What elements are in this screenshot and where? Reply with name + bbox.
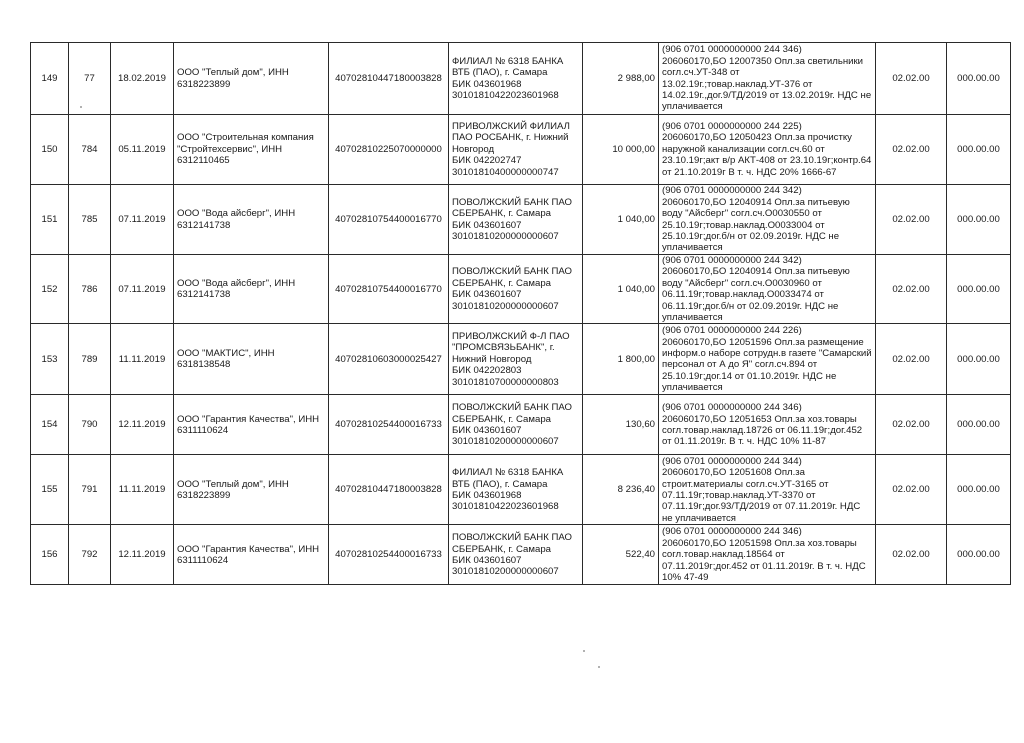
code-cell: 02.02.00	[876, 395, 947, 455]
recipient-account: 40702810754400016770	[329, 185, 449, 255]
code-cell: 02.02.00	[876, 185, 947, 255]
payment-purpose: (906 0701 0000000000 244 346) 206060170,БО 12051653 Опл.за хоз.товары согл.товар.наклад.18726 от 06.11.19г;дог.452 от 01.11.2019г. В т. ч. НДС 10% 11-87	[659, 395, 876, 455]
recipient-bank: ПРИВОЛЖСКИЙ Ф-Л ПАО "ПРОМСВЯЗЬБАНК", г. Нижний Новгород БИК 042202803 30101810700000000803	[449, 324, 583, 395]
document-number: 789	[69, 324, 111, 395]
table-row	[31, 455, 1011, 525]
payment-purpose: (906 0701 0000000000 244 346) 206060170,БО 12051598 Опл.за хоз.товары согл.товар.наклад.18564 от 07.11.2019г;дог.452 от 01.11.2019г. В т. ч. НДС 10% 47-49	[659, 525, 876, 585]
table-row	[31, 43, 1011, 115]
recipient-bank: ПОВОЛЖСКИЙ БАНК ПАО СБЕРБАНК, г. Самара БИК 043601607 30101810200000000607	[449, 185, 583, 255]
row-number: 156	[31, 525, 69, 585]
code-cell: 02.02.00	[876, 43, 947, 115]
payment-date: 11.11.2019	[111, 324, 174, 395]
recipient-account: 40702810225070000000	[329, 115, 449, 185]
row-number: 150	[31, 115, 69, 185]
payment-date: 18.02.2019	[111, 43, 174, 115]
recipient-org: ООО "Строительная компания "Стройтехсервис", ИНН 6312110465	[174, 115, 329, 185]
recipient-org: ООО "Гарантия Качества", ИНН 6311110624	[174, 525, 329, 585]
code-cell-2: 000.00.00	[947, 525, 1011, 585]
payment-amount: 2 988,00	[583, 43, 659, 115]
row-number: 154	[31, 395, 69, 455]
recipient-bank: ФИЛИАЛ № 6318 БАНКА ВТБ (ПАО), г. Самара БИК 043601968 30101810422023601968	[449, 43, 583, 115]
payment-date: 11.11.2019	[111, 455, 174, 525]
recipient-account: 40702810447180003828	[329, 455, 449, 525]
recipient-account: 40702810754400016770	[329, 255, 449, 324]
recipient-account: 40702810447180003828	[329, 43, 449, 115]
document-number: 77	[69, 43, 111, 115]
payment-amount: 8 236,40	[583, 455, 659, 525]
payment-date: 07.11.2019	[111, 185, 174, 255]
payments-table	[30, 42, 1011, 585]
scan-speck	[598, 666, 600, 668]
table-row	[31, 255, 1011, 324]
document-number: 791	[69, 455, 111, 525]
document-number: 790	[69, 395, 111, 455]
recipient-bank: ПОВОЛЖСКИЙ БАНК ПАО СБЕРБАНК, г. Самара БИК 043601607 30101810200000000607	[449, 525, 583, 585]
recipient-account: 40702810254400016733	[329, 525, 449, 585]
payment-date: 05.11.2019	[111, 115, 174, 185]
recipient-bank: ФИЛИАЛ № 6318 БАНКА ВТБ (ПАО), г. Самара БИК 043601968 30101810422023601968	[449, 455, 583, 525]
recipient-org: ООО "Вода айсберг", ИНН 6312141738	[174, 185, 329, 255]
document-number: 792	[69, 525, 111, 585]
document-number: 785	[69, 185, 111, 255]
table-row	[31, 525, 1011, 585]
scan-speck	[80, 106, 82, 108]
payment-date: 12.11.2019	[111, 525, 174, 585]
payment-amount: 1 800,00	[583, 324, 659, 395]
code-cell: 02.02.00	[876, 455, 947, 525]
code-cell-2: 000.00.00	[947, 324, 1011, 395]
code-cell: 02.02.00	[876, 525, 947, 585]
payment-purpose: (906 0701 0000000000 244 225) 206060170,БО 12050423 Опл.за прочистку наружной канализации согл.сч.60 от 23.10.19г;акт в/р АКТ-408 от 23.10.19г;контр.64 от 21.10.2019г В т. ч. НДС 20% 1666-67	[659, 115, 876, 185]
document-number: 786	[69, 255, 111, 324]
payment-purpose: (906 0701 0000000000 244 342) 206060170,БО 12040914 Опл.за питьевую воду "Айсберг" согл.сч.О0030550 от 25.10.19г;товар.наклад.О0033004 от 25.10.19г;дог.б/н от 02.09.2019г. НДС не уплачивается	[659, 185, 876, 255]
code-cell-2: 000.00.00	[947, 43, 1011, 115]
scan-speck	[583, 650, 585, 652]
recipient-account: 40702810254400016733	[329, 395, 449, 455]
code-cell-2: 000.00.00	[947, 455, 1011, 525]
row-number: 152	[31, 255, 69, 324]
payment-amount: 1 040,00	[583, 185, 659, 255]
payment-purpose: (906 0701 0000000000 244 226) 206060170,БО 12051596 Опл.за размещение информ.о наборе сотрудн.в газете "Самарский персонал от А до Я" согл.сч.894 от 25.10.19г;дог.14 от 01.10.2019г. НДС не уплачивается	[659, 324, 876, 395]
recipient-org: ООО "Теплый дом", ИНН 6318223899	[174, 455, 329, 525]
recipient-org: ООО "МАКТИС", ИНН 6318138548	[174, 324, 329, 395]
recipient-org: ООО "Вода айсберг", ИНН 6312141738	[174, 255, 329, 324]
code-cell-2: 000.00.00	[947, 115, 1011, 185]
payment-purpose: (906 0701 0000000000 244 342) 206060170,БО 12040914 Опл.за питьевую воду "Айсберг" согл.сч.О0030960 от 06.11.19г;товар.наклад.О0033474 от 06.11.19г;дог.б/н от 02.09.2019г. НДС не уплачивается	[659, 255, 876, 324]
recipient-bank: ПОВОЛЖСКИЙ БАНК ПАО СБЕРБАНК, г. Самара БИК 043601607 30101810200000000607	[449, 255, 583, 324]
payment-amount: 10 000,00	[583, 115, 659, 185]
recipient-bank: ПРИВОЛЖСКИЙ ФИЛИАЛ ПАО РОСБАНК, г. Нижний Новгород БИК 042202747 30101810400000000747	[449, 115, 583, 185]
code-cell-2: 000.00.00	[947, 255, 1011, 324]
payment-amount: 130,60	[583, 395, 659, 455]
recipient-bank: ПОВОЛЖСКИЙ БАНК ПАО СБЕРБАНК, г. Самара БИК 043601607 30101810200000000607	[449, 395, 583, 455]
code-cell-2: 000.00.00	[947, 185, 1011, 255]
code-cell: 02.02.00	[876, 324, 947, 395]
row-number: 153	[31, 324, 69, 395]
table-row	[31, 395, 1011, 455]
recipient-account: 40702810603000025427	[329, 324, 449, 395]
payment-date: 07.11.2019	[111, 255, 174, 324]
row-number: 155	[31, 455, 69, 525]
code-cell: 02.02.00	[876, 255, 947, 324]
payment-amount: 1 040,00	[583, 255, 659, 324]
code-cell: 02.02.00	[876, 115, 947, 185]
recipient-org: ООО "Теплый дом", ИНН 6318223899	[174, 43, 329, 115]
row-number: 151	[31, 185, 69, 255]
code-cell-2: 000.00.00	[947, 395, 1011, 455]
table-row	[31, 185, 1011, 255]
payment-amount: 522,40	[583, 525, 659, 585]
payment-purpose: (906 0701 0000000000 244 346) 206060170,БО 12007350 Опл.за светильники согл.сч.УТ-348 от 13.02.19г.;товар.наклад.УТ-376 от 14.02.19г.,дог.9/ТД/2019 от 13.02.2019г. НДС не уплачивается	[659, 43, 876, 115]
payment-date: 12.11.2019	[111, 395, 174, 455]
table-row	[31, 324, 1011, 395]
table-row	[31, 115, 1011, 185]
recipient-org: ООО "Гарантия Качества", ИНН 6311110624	[174, 395, 329, 455]
row-number: 149	[31, 43, 69, 115]
document-number: 784	[69, 115, 111, 185]
payment-purpose: (906 0701 0000000000 244 344) 206060170,БО 12051608 Опл.за строит.материалы согл.сч.УТ-3165 от 07.11.19г;товар.наклад.УТ-3370 от 07.11.19г;дог.93/ТД/2019 от 07.11.2019г. НДС не уплачивается	[659, 455, 876, 525]
